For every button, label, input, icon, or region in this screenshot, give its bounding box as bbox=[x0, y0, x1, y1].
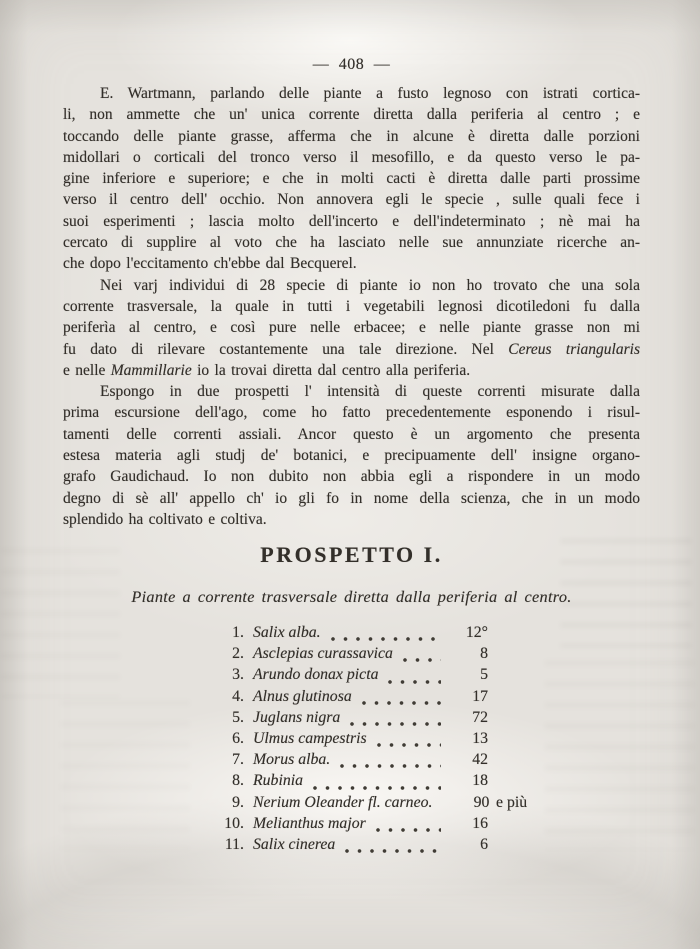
text-line bbox=[63, 211, 640, 232]
item-value: 13 bbox=[472, 729, 488, 747]
item-number: 11. bbox=[224, 835, 244, 853]
text-segment: periferìa al centro, e così pure nelle erbacee; e nelle piante grasse non mi bbox=[63, 319, 640, 337]
species-name: Morus alba. bbox=[253, 751, 331, 769]
text-line bbox=[63, 104, 640, 125]
text-segment: Espongo in due prospetti l' intensità di queste correnti misurate dalla bbox=[100, 383, 640, 401]
text-line bbox=[63, 445, 640, 466]
text-segment: verso il centro dell' occhio. Non annovera egli le specie , sulle quali fece i bbox=[63, 191, 640, 209]
item-number: 10. bbox=[224, 814, 244, 832]
item-value: 18 bbox=[472, 772, 488, 790]
text-segment: suoi esperimenti ; lascia molto dell'incerto e dell'indeterminato ; nè mai ha bbox=[63, 212, 640, 230]
body-paragraphs bbox=[63, 83, 640, 530]
text-line bbox=[63, 232, 640, 253]
text-segment: toccando delle piante grasse, afferma che in alcune è diretta dalle porzioni bbox=[63, 127, 640, 145]
list-item bbox=[208, 813, 488, 834]
prospetto-subtitle: Piante a corrente trasversale diretta dalla periferia al centro. bbox=[131, 587, 572, 606]
text-line bbox=[63, 402, 640, 423]
species-name: Alnus glutinosa bbox=[253, 687, 352, 705]
item-value: 12° bbox=[465, 624, 488, 641]
text-segment: gine inferiore e superiore; e che in molti cacti è diretta dalle parti prossime bbox=[63, 170, 640, 188]
text-segment: fu dato di rilevare costantemente una tale direzione. Nel bbox=[63, 340, 509, 358]
list-item bbox=[208, 707, 488, 728]
text-line bbox=[63, 339, 640, 360]
dot-leader bbox=[350, 722, 441, 726]
list-item bbox=[208, 643, 488, 664]
dot-leader bbox=[340, 764, 441, 768]
item-number: 1. bbox=[232, 624, 244, 641]
dot-leader bbox=[403, 658, 441, 662]
text-segment: corrente trasversale, la quale in tutti i vegetabili legnosi dicotiledoni fu dalla bbox=[63, 297, 640, 315]
text-segment: cercato di supplire al voto che ha lasciato nelle sue annunziate ricerche an- bbox=[63, 234, 640, 252]
item-value: 17 bbox=[472, 687, 488, 705]
text-line bbox=[63, 488, 640, 509]
text-segment: estesa materia agli studj de' botanici, e precipuamente dell' insigne organo- bbox=[63, 447, 640, 465]
item-value: 90 bbox=[473, 793, 490, 811]
item-number: 3. bbox=[232, 666, 244, 684]
item-value: 8 bbox=[480, 645, 488, 663]
text-line bbox=[63, 296, 640, 317]
dot-leader bbox=[376, 828, 441, 832]
item-value: 72 bbox=[472, 708, 488, 726]
species-name: Rubinia bbox=[253, 772, 304, 790]
text-segment: midollari o corticali del tronco verso il mesofillo, e da questo verso le pa- bbox=[63, 148, 640, 166]
paragraph bbox=[63, 381, 640, 530]
dot-leader bbox=[313, 786, 441, 790]
text-line bbox=[63, 509, 640, 530]
dot-leader bbox=[362, 701, 441, 705]
item-number: 6. bbox=[232, 729, 244, 747]
species-name: Salix cinerea bbox=[253, 835, 336, 853]
paragraph bbox=[63, 83, 640, 275]
text-segment: e nelle bbox=[63, 361, 111, 379]
item-value: 5 bbox=[480, 666, 488, 684]
text-line bbox=[63, 83, 640, 104]
species-name: Melianthus major bbox=[253, 814, 366, 832]
species-name: Juglans nigra bbox=[253, 708, 341, 726]
item-number: 5. bbox=[232, 708, 244, 726]
bleedthrough-smudge bbox=[0, 548, 120, 698]
bleedthrough-smudge bbox=[60, 700, 190, 850]
item-number: 7. bbox=[232, 751, 244, 769]
species-name: Arundo donax picta bbox=[253, 666, 379, 684]
list-item bbox=[208, 664, 488, 685]
species-name: Ulmus campestris bbox=[253, 729, 367, 747]
text-line bbox=[63, 317, 640, 338]
item-value: 42 bbox=[472, 751, 488, 769]
dot-leader bbox=[345, 849, 441, 853]
paragraph bbox=[63, 275, 640, 381]
text-line bbox=[63, 466, 640, 487]
species-name: Cereus triangularis bbox=[508, 340, 640, 358]
dot-leader bbox=[388, 680, 441, 684]
text-line bbox=[63, 253, 640, 274]
text-segment: li, non ammette che un' unica corrente diretta dalla periferia al centro ; e bbox=[63, 106, 640, 124]
item-value-suffix: e più bbox=[496, 793, 528, 811]
text-segment: che dopo l'eccitamento ch'ebbe dal Becquerel. bbox=[63, 255, 357, 273]
dot-leader bbox=[331, 637, 441, 641]
species-name: Nerium Oleander fl. carneo. bbox=[253, 793, 433, 811]
species-name: Mammillarie bbox=[110, 361, 192, 379]
text-segment: tamenti delle correnti assiali. Ancor questo è un argomento che presenta bbox=[63, 425, 640, 443]
text-line bbox=[63, 168, 640, 189]
list-item bbox=[208, 622, 488, 643]
list-item bbox=[208, 792, 528, 813]
species-name: Asclepias curassavica bbox=[253, 645, 393, 663]
text-line bbox=[63, 381, 640, 402]
item-value: 16 bbox=[472, 814, 488, 832]
text-line bbox=[63, 360, 640, 381]
item-value: 6 bbox=[480, 835, 488, 853]
list-item bbox=[208, 728, 488, 749]
text-line bbox=[63, 424, 640, 445]
text-line bbox=[63, 275, 640, 296]
text-segment: splendido ha coltivato e coltiva. bbox=[63, 510, 267, 528]
page-number: — 408 — bbox=[312, 56, 391, 73]
text-segment: prima escursione dell'ago, come ho fatto precedentemente esponendo i risul- bbox=[63, 404, 640, 422]
text-line bbox=[63, 189, 640, 210]
list-item bbox=[208, 834, 488, 855]
item-number: 2. bbox=[232, 645, 244, 663]
item-number: 9. bbox=[232, 793, 244, 811]
list-item bbox=[208, 749, 488, 770]
item-number: 4. bbox=[232, 687, 244, 705]
text-line bbox=[63, 126, 640, 147]
dot-leader bbox=[377, 743, 441, 747]
prospetto-list bbox=[208, 622, 528, 855]
text-segment: Nei varj individui di 28 specie di piante io non ho trovato che una sola bbox=[100, 276, 640, 294]
item-number: 8. bbox=[232, 772, 244, 790]
text-segment: degno di sè all' appello ch' io gli fo in nome della scienza, che in un modo bbox=[63, 489, 640, 507]
list-item bbox=[208, 686, 488, 707]
text-segment: E. Wartmann, parlando delle piante a fusto legnoso con istrati cortica- bbox=[100, 85, 640, 102]
text-line bbox=[63, 147, 640, 168]
text-segment: io la trovai diretta dal centro alla periferia. bbox=[191, 361, 471, 379]
text-segment: grafo Gaudichaud. Io non dubito non abbia egli a rispondere in un modo bbox=[63, 468, 640, 486]
prospetto-heading: PROSPETTO I. bbox=[260, 542, 443, 567]
list-item bbox=[208, 770, 488, 791]
species-name: Salix alba. bbox=[253, 624, 321, 641]
bleedthrough-smudge bbox=[545, 660, 695, 850]
